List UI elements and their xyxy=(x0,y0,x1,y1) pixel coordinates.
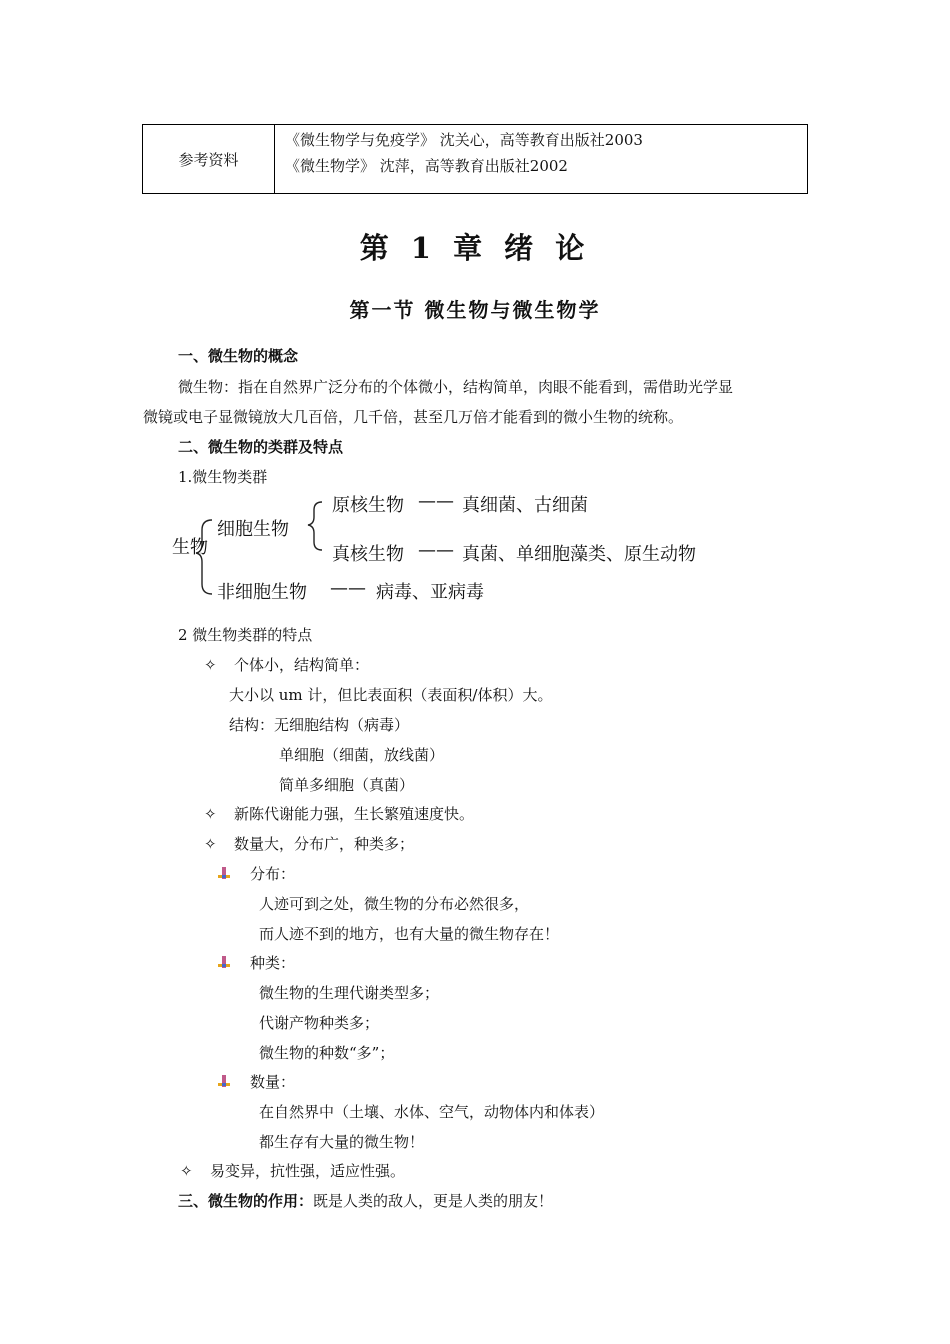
colored-arrow-bullet-icon xyxy=(218,1075,230,1087)
quantity-title: 数量： xyxy=(250,1073,296,1091)
subheading-features: 2 微生物类群的特点 xyxy=(178,626,313,644)
colored-arrow-bullet-icon xyxy=(218,956,230,968)
diagram-braces xyxy=(0,0,950,620)
reference-line-2: 《微生物学》 沈萍，高等教育出版社2002 xyxy=(285,157,568,175)
feature-1 xyxy=(204,654,369,675)
diagram-eukaryote: 真核生物 xyxy=(332,544,404,565)
subheading-groups: 1.微生物类群 xyxy=(178,468,268,486)
quantity-line-1: 在自然界中（土壤、水体、空气，动物体内和体表） xyxy=(259,1103,605,1121)
diamond-bullet-icon: ✧ xyxy=(204,835,217,853)
feature-2-text: 新陈代谢能力强，生长繁殖速度快。 xyxy=(234,805,475,823)
feature-2 xyxy=(204,803,474,824)
colored-arrow-bullet-icon xyxy=(218,867,230,879)
diagram-root: 生物 xyxy=(172,537,208,558)
feature-1-text: 个体小，结构简单： xyxy=(234,656,370,674)
feature-1-structure-2: 单细胞（细菌，放线菌） xyxy=(279,746,445,764)
kind-title: 种类： xyxy=(250,954,296,972)
diamond-bullet-icon: ✧ xyxy=(204,805,217,823)
feature-4-text: 易变异，抗性强，适应性强。 xyxy=(210,1162,406,1180)
diagram-eukaryote-examples: 真菌、单细胞藻类、原生动物 xyxy=(462,544,696,565)
feature-4 xyxy=(180,1160,405,1181)
heading-role-text: 既是人类的敌人，更是人类的朋友！ xyxy=(313,1192,554,1210)
diagram-cellular: 细胞生物 xyxy=(217,519,289,540)
distribution-line-2: 而人迹不到的地方，也有大量的微生物存在！ xyxy=(259,925,560,943)
heading-groups: 二、微生物的类群及特点 xyxy=(178,438,344,456)
diamond-bullet-icon: ✧ xyxy=(204,656,217,674)
distribution-title: 分布： xyxy=(250,865,296,883)
diagram-dash-3: —— xyxy=(330,578,366,599)
diamond-bullet-icon: ✧ xyxy=(180,1162,193,1180)
diagram-dash-1: —— xyxy=(418,491,454,512)
feature-3 xyxy=(204,833,414,854)
chapter-title: 第 1 章 绪 论 xyxy=(359,231,591,265)
reference-label: 参考资料 xyxy=(143,125,275,193)
diagram-prokaryote: 原核生物 xyxy=(332,495,404,516)
kind-line-3: 微生物的种数“多”； xyxy=(259,1044,395,1062)
feature-1-structure-1: 结构：无细胞结构（病毒） xyxy=(229,716,410,734)
feature-1-structure-3: 简单多细胞（真菌） xyxy=(279,776,415,794)
kind-line-2: 代谢产物种类多； xyxy=(259,1014,380,1032)
heading-role xyxy=(178,1190,553,1211)
definition-line-1: 微生物：指在自然界广泛分布的个体微小，结构简单，肉眼不能看到，需借助光学显 xyxy=(178,378,734,396)
diagram-dash-2: —— xyxy=(418,540,454,561)
heading-role-bold: 三、微生物的作用： xyxy=(178,1192,314,1210)
diagram-prokaryote-examples: 真细菌、古细菌 xyxy=(462,495,588,516)
section-title: 第一节 微生物与微生物学 xyxy=(349,298,601,322)
feature-1-size: 大小以 um 计，但比表面积（表面积/体积）大。 xyxy=(229,686,553,704)
heading-concept: 一、微生物的概念 xyxy=(178,347,299,365)
quantity-line-2: 都生存有大量的微生物！ xyxy=(259,1133,425,1151)
kind-line-1: 微生物的生理代谢类型多； xyxy=(259,984,440,1002)
distribution-line-1: 人迹可到之处，微生物的分布必然很多， xyxy=(259,895,530,913)
feature-3-text: 数量大，分布广，种类多； xyxy=(234,835,415,853)
definition-line-2: 微镜或电子显微镜放大几百倍，几千倍，甚至几万倍才能看到的微小生物的统称。 xyxy=(143,408,684,426)
diagram-noncellular: 非细胞生物 xyxy=(217,582,307,603)
reference-line-1: 《微生物学与免疫学》 沈关心，高等教育出版社2003 xyxy=(285,131,643,149)
diagram-noncellular-examples: 病毒、亚病毒 xyxy=(376,582,484,603)
